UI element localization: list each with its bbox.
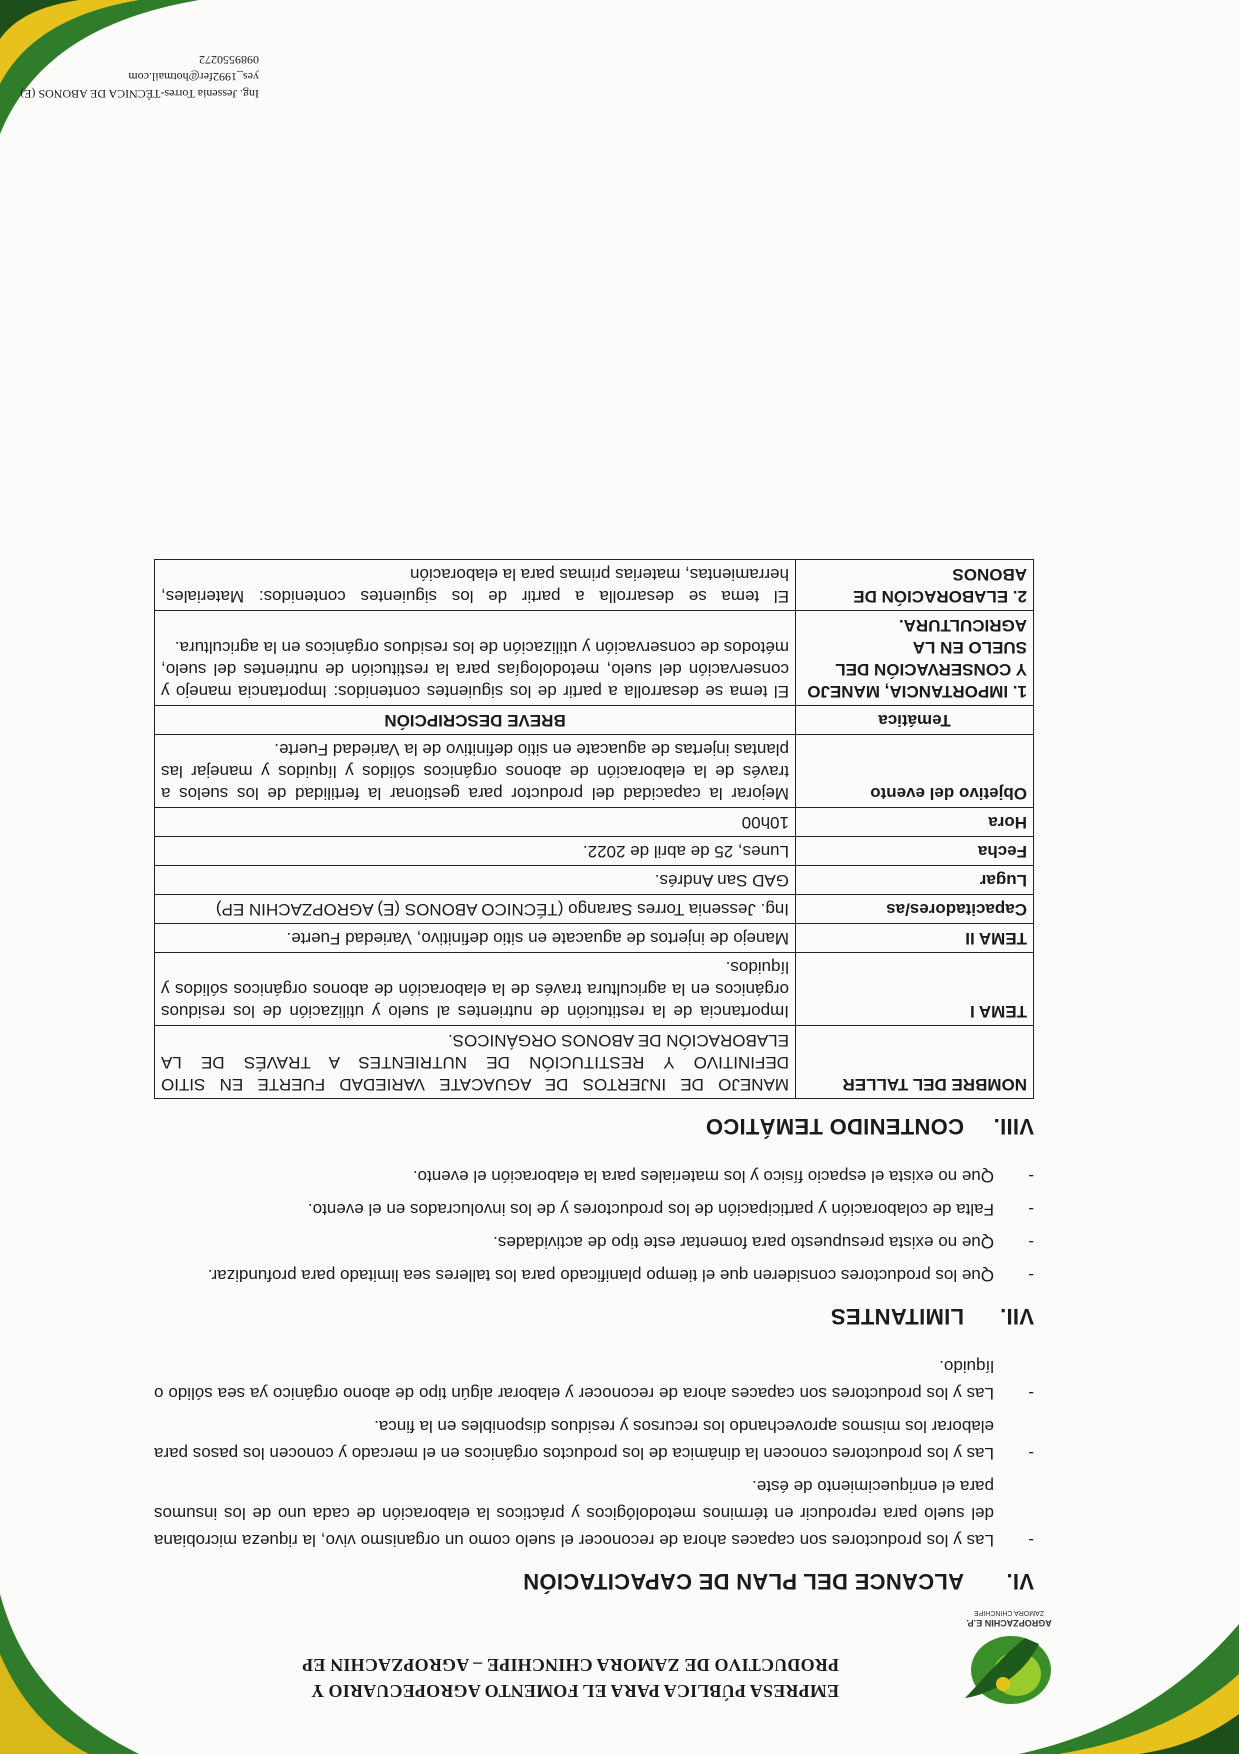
table-row <box>155 895 1034 924</box>
table-row <box>155 953 1034 1026</box>
table-cell-label: Capacitadores/as <box>796 895 1034 924</box>
list-item: - Las y los productores conocen la dinámica de los productos orgánicos en el mercado y conocen los pasos para elaborar los mismos aprovechando los recursos y residuos disponibles en la finca. <box>154 1413 1034 1467</box>
section-viii-title: CONTENIDO TEMÁTICO <box>705 1114 964 1139</box>
document-body <box>154 559 1034 1594</box>
leaf-logo-icon <box>949 1628 1069 1714</box>
table-cell-value: Importancia de la restitución de nutrientes al suelo y utilización de los residuos orgánicos en la agricultura través de la elaboración de abonos orgánicos sólidos y líquidos. <box>155 953 796 1026</box>
section-vi-heading <box>154 1568 1034 1594</box>
list-item: - Las y los productores son capaces ahora de reconocer el suelo como un organismo vivo, la riqueza microbiana del suelo para reproducir en términos metodológicos y prácticos la elaboración de cada uno de los insumos para el enriquecimiento de éste. <box>154 1473 1034 1554</box>
footer-phone: 0989550272 <box>199 53 259 67</box>
section-viii-heading <box>154 1113 1034 1139</box>
section-vii-list <box>154 1163 1034 1289</box>
table-cell-label: Fecha <box>796 837 1034 866</box>
section-vii-heading <box>154 1303 1034 1329</box>
table-cell-value: 10h00 <box>155 808 796 837</box>
table-row <box>155 560 1034 611</box>
table-cell-value: El tema se desarrolla a partir de los siguientes contenidos: Materiales, herramientas, materias primas para la elaboración <box>155 560 796 611</box>
list-item: - Falta de colaboración y participación de los productores y de los involucrados en el evento. <box>154 1196 1034 1223</box>
table-cell-value: Lunes, 25 de abril de 2022. <box>155 837 796 866</box>
table-cell-value: GAD San Andrés. <box>155 866 796 895</box>
table-row <box>155 924 1034 953</box>
document-header <box>69 1604 1069 1714</box>
list-item: - Que no exista presupuesto para fomentar este tipo de actividades. <box>154 1229 1034 1256</box>
table-row <box>155 808 1034 837</box>
list-item: - Las y los productores son capaces ahora de reconocer y elaborar algún tipo de abono orgánico ya sea sólido o líquido. <box>154 1353 1034 1407</box>
document-footer <box>19 51 259 102</box>
table-row <box>155 866 1034 895</box>
footer-email: yes_1992fer@hotmail.com <box>128 70 259 84</box>
footer-author: Ing. Jessenia Torres-TÉCNICA DE ABONOS (E) <box>20 87 259 101</box>
table-header-right: BREVE DESCRIPCIÓN <box>155 706 796 735</box>
logo-name: AGROPZACHIN E.P. <box>966 1618 1052 1628</box>
table-row <box>155 735 1034 808</box>
list-item: - Que no exista el espacio físico y los materiales para la elaboración el evento. <box>154 1163 1034 1190</box>
table-cell-label: 1. IMPORTANCIA, MANEJO Y CONSERVACIÓN DEL SUELO EN LA AGRICULTURA. <box>796 611 1034 706</box>
section-vi-list <box>154 1353 1034 1554</box>
list-item: - Que los productores consideren que el tiempo planificado para los talleres sea limitado para profundizar. <box>154 1262 1034 1289</box>
table-cell-label: TEMA I <box>796 953 1034 1026</box>
section-vi-title: ALCANCE DEL PLAN DE CAPACITACIÓN <box>522 1569 964 1594</box>
section-vii-number: VII. <box>999 1304 1034 1329</box>
table-cell-label: 2. ELABORACIÓN DE ABONOS <box>796 560 1034 611</box>
table-cell-label: Objetivo del evento <box>796 735 1034 808</box>
section-vii-title: LIMITANTES <box>830 1304 964 1329</box>
table-cell-label: Lugar <box>796 866 1034 895</box>
section-viii-number: VIII. <box>993 1114 1034 1139</box>
table-cell-value: Mejorar la capacidad del productor para gestionar la fertilidad de los suelos a través de la elaboración de abonos orgánicos sólidos y líquidos y manejar las plantas injertas de aguacate en sitio definitivo de la Variedad Fuerte. <box>155 735 796 808</box>
table-cell-value: Manejo de injertos de aguacate en sitio definitivo, Variedad Fuerte. <box>155 924 796 953</box>
table-header-row <box>155 706 1034 735</box>
section-vi-number: VI. <box>1006 1569 1034 1594</box>
table-cell-label: NOMBRE DEL TALLER <box>796 1026 1034 1099</box>
table-cell-value: MANEJO DE INJERTOS DE AGUACATE VARIEDAD FUERTE EN SITIO DEFINITIVO Y RESTITUCIÓN DE NUTRIENTES A TRAVÉS DE LA ELABORACIÓN DE ABONOS ORGÁNICOS. <box>155 1026 796 1099</box>
table-cell-label: Hora <box>796 808 1034 837</box>
workshop-table <box>154 559 1034 1099</box>
table-row <box>155 611 1034 706</box>
company-logo <box>949 1609 1069 1714</box>
table-cell-value: Ing. Jessenia Torres Sarango (TÉCNICO ABONOS (E) AGROPZACHIN EP) <box>155 895 796 924</box>
table-row <box>155 837 1034 866</box>
table-row <box>155 1026 1034 1099</box>
logo-tagline: ZAMORA CHINCHIPE <box>974 1609 1045 1616</box>
table-cell-value: El tema se desarrolla a partir de los siguientes contenidos: Importancia manejo y conservación del suelo, metodologías para la restitución de nutrientes del suelo, métodos de conservación y utilización de los residuos orgánicos en la agricultura. <box>155 611 796 706</box>
company-name: EMPRESA PÚBLICA PARA EL FOMENTO AGROPECUARIO Y PRODUCTIVO DE ZAMORA CHINCHIPE – AGROPZACHIN EP <box>301 1655 839 1701</box>
table-header-left: Temática <box>796 706 1034 735</box>
table-cell-label: TEMA II <box>796 924 1034 953</box>
